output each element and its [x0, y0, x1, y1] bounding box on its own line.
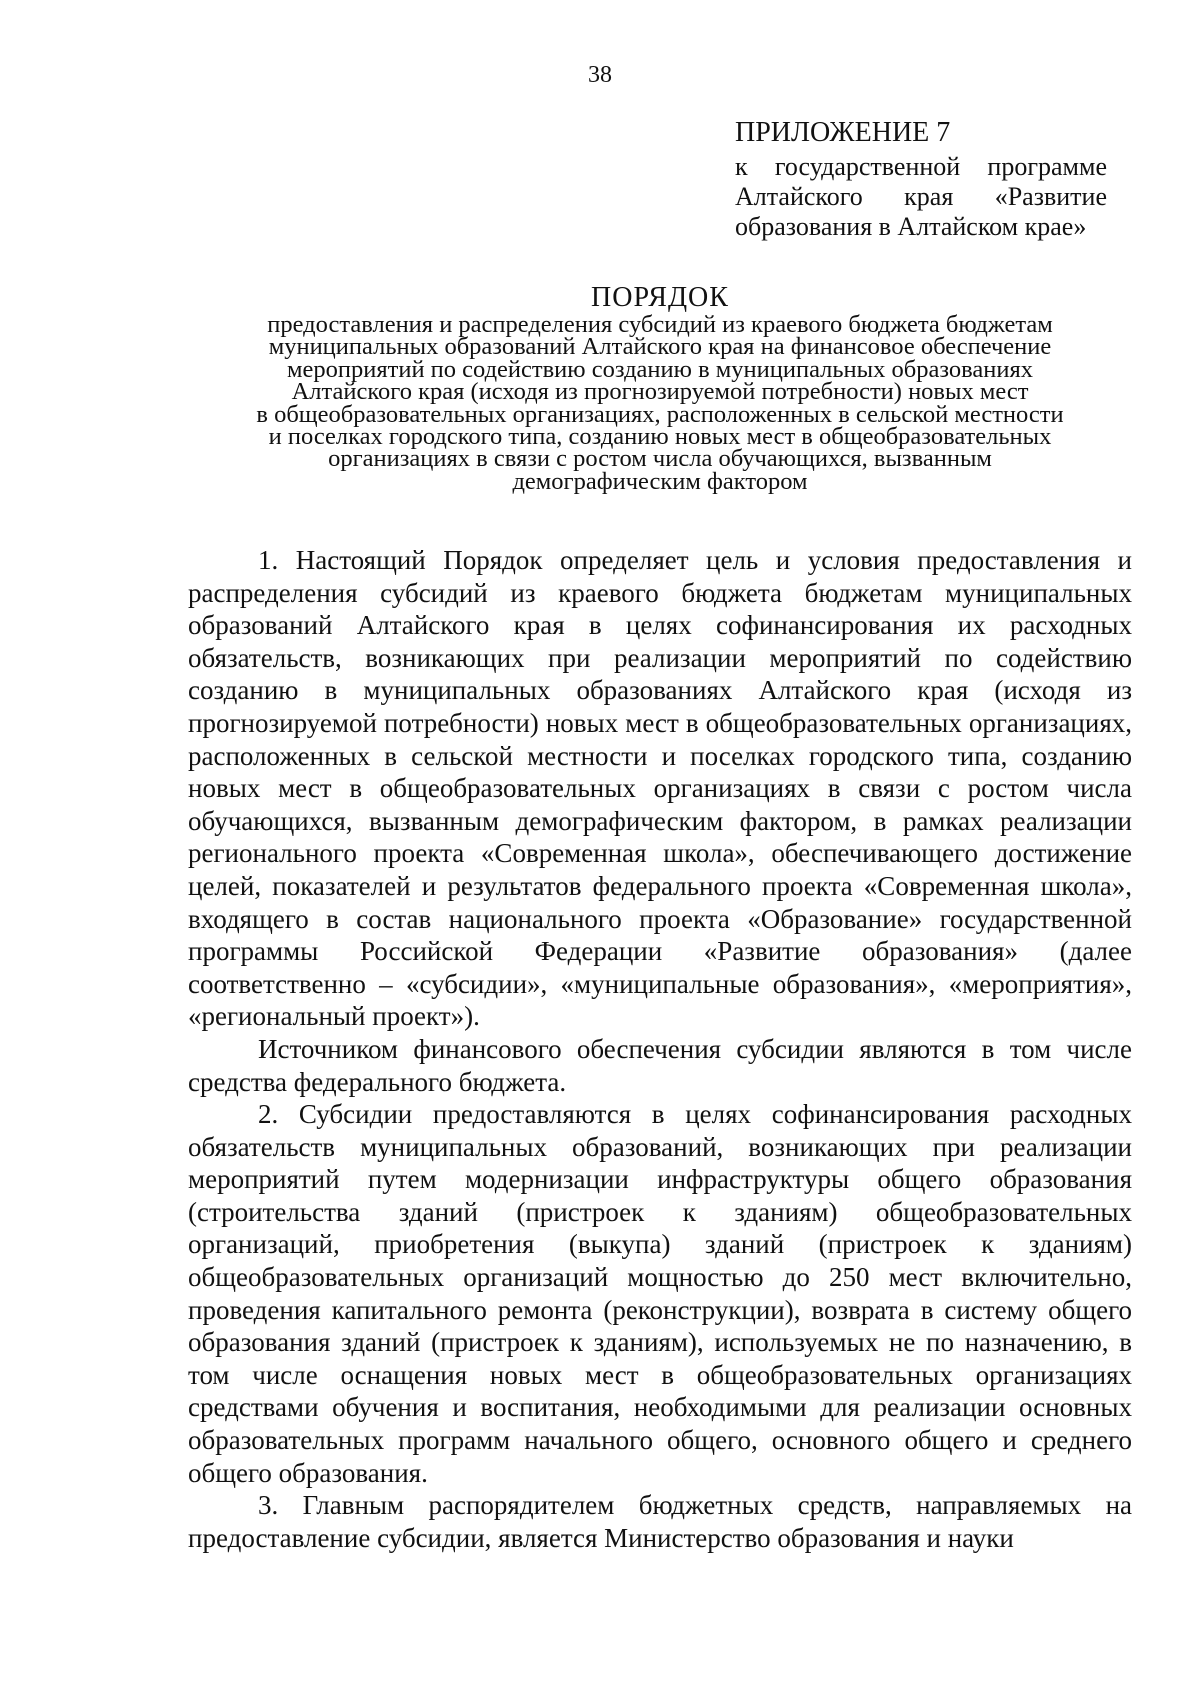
appendix-title: ПРИЛОЖЕНИЕ 7 — [735, 117, 951, 148]
paragraph-3: 3. Главным распорядителем бюджетных средств, направляемых на предоставление субсидии, является Министерство образования и науки — [188, 1490, 1132, 1553]
heading-line: муниципальных образований Алтайского края на финансовое обеспечение — [268, 333, 1052, 361]
appendix-block — [735, 118, 1107, 242]
appendix-line: к государственной программе — [735, 152, 1107, 181]
heading-line: демографическим фактором — [512, 467, 808, 495]
appendix-line: образования в Алтайском крае» — [735, 212, 1087, 241]
heading-line: в общеобразовательных организациях, расположенных в сельской местности — [256, 400, 1064, 428]
document-heading — [180, 282, 1140, 493]
paragraph-1: 1. Настоящий Порядок определяет цель и условия предоставления и распределения субсидий из краевого бюджета бюджетам муниципальных образований Алтайского края в целях софинансирования их расходных обязательств, возникающих при реализации мероприятий по содействию созданию в муниципальных образованиях Алтайского края (исходя из прогнозируемой потребности) новых мест в общеобразовательных организациях, расположенных в сельской местности и поселках городского типа, созданию новых мест в общеобразовательных организациях в связи с ростом числа обучающихся, вызванным демографическим фактором, в рамках реализации регионального проекта «Современная школа», обеспечивающего достижение целей, показателей и результатов федерального проекта «Современная школа», входящего в состав национального проекта «Образование» государственной программы Российской Федерации «Развитие образования» (далее соответственно – «субсидии», «муниципальные образования», «мероприятия», «региональный проект»). — [188, 545, 1132, 1032]
paragraph-2: 2. Субсидии предоставляются в целях софинансирования расходных обязательств муниципальных образований, возникающих при реализации мероприятий путем модернизации инфраструктуры общего образования (строительства зданий (пристроек к зданиям) общеобразовательных организаций, приобретения (выкупа) зданий (пристроек к зданиям) общеобразовательных организаций мощностью до 250 мест включительно, проведения капитального ремонта (реконструкции), возврата в систему общего образования зданий (пристроек к зданиям), используемых не по назначению, в том числе оснащения новых мест в общеобразовательных организациях средствами обучения и воспитания, необходимыми для реализации основных образовательных программ начального общего, основного общего и среднего общего образования. — [188, 1099, 1132, 1488]
heading-line: Алтайского края (исходя из прогнозируемой потребности) новых мест — [291, 378, 1029, 406]
heading-line: предоставления и распределения субсидий из краевого бюджета бюджетам — [267, 311, 1053, 338]
heading-line: мероприятий по содействию созданию в муниципальных образованиях — [287, 355, 1033, 383]
paragraph-funding-source: Источником финансового обеспечения субсидии являются в том числе средства федерального бюджета. — [188, 1033, 1132, 1097]
page-number: 38 — [588, 62, 612, 88]
heading-title: ПОРЯДОК — [591, 282, 729, 313]
heading-line: и поселках городского типа, созданию новых мест в общеобразовательных — [268, 423, 1052, 451]
heading-line: организациях в связи с ростом числа обучающихся, вызванным — [328, 445, 992, 473]
document-body — [188, 544, 1132, 1554]
appendix-line: Алтайского края «Развитие — [735, 182, 1107, 211]
